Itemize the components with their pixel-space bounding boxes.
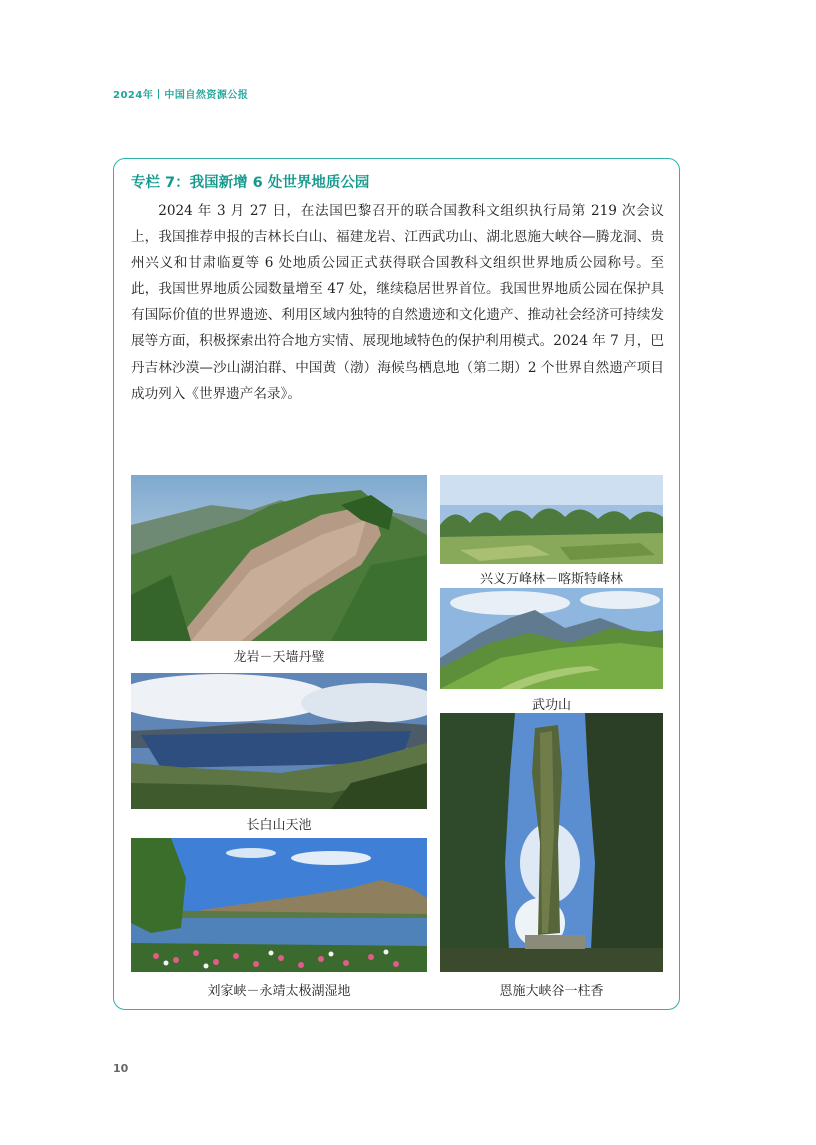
caption-longyan: 龙岩－天墙丹璧	[233, 650, 325, 665]
photo-liujiaxia	[131, 838, 427, 972]
photo-xingyi	[440, 475, 663, 564]
photo-longyan	[131, 475, 427, 641]
photo-enshi	[440, 713, 663, 972]
header-divider	[158, 89, 159, 99]
header-year: 2024年	[113, 90, 154, 101]
column-paragraph: 2024 年 3 月 27 日，在法国巴黎召开的联合国教科文组织执行局第 219 次会议上，我国推荐申报的吉林长白山、福建龙岩、江西武功山、湖北恩施大峡谷—腾龙洞、贵州兴义和甘肃临夏等 6 处地质公园正式获得联合国教科文组织世界地质公园称号。至此，我国世界地质公园数量增至 47 处，继续稳居世界首位。我国世界地质公园在保护具有国际价值的世界遗迹、利用区域内独特的自然遗迹和文化遗产、推动社会经济可持续发展等方面，积极探索出符合地方实情、展现地域特色的保护利用模式。2024 年 7 月，巴丹吉林沙漠—沙山湖泊群、中国黄（渤）海候鸟栖息地（第二期）2 个世界自然遗产项目成功列入《世界遗产名录》。	[131, 203, 664, 402]
caption-wugong: 武功山	[531, 698, 571, 713]
header-title: 中国自然资源公报	[164, 90, 249, 101]
running-header	[113, 86, 248, 101]
column-title: 专栏 7：我国新增 6 处世界地质公园	[131, 175, 370, 191]
photo-changbai	[131, 673, 427, 809]
caption-xingyi: 兴义万峰林－喀斯特峰林	[479, 572, 623, 587]
photo-wugong	[440, 588, 663, 689]
caption-changbai: 长白山天池	[246, 818, 312, 833]
caption-enshi: 恩施大峡谷一柱香	[499, 984, 604, 999]
page-number: 10	[113, 1062, 129, 1075]
caption-liujiaxia: 刘家峡－永靖太极湖湿地	[207, 984, 351, 999]
